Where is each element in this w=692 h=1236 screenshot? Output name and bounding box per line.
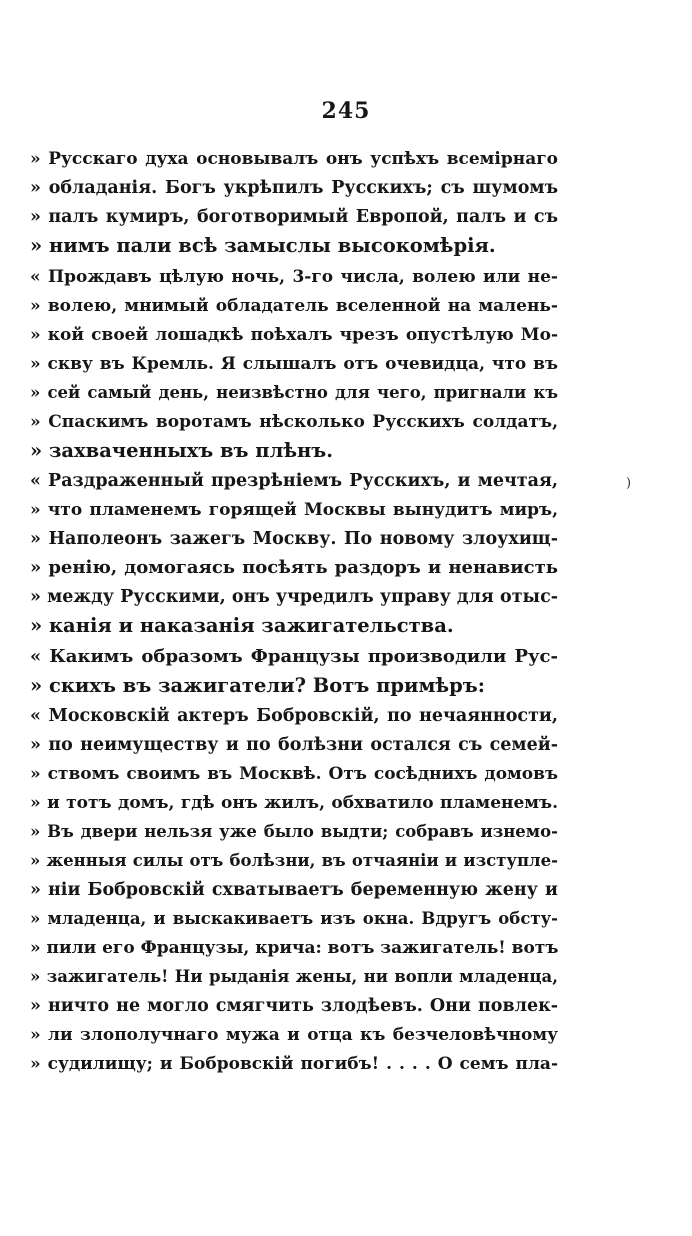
- text-line: » палъ кумиръ, боготворимый Европой, палъ и съ: [30, 207, 558, 227]
- text-line: » скву въ Кремль. Я слышалъ отъ очевидца, что въ: [30, 354, 558, 374]
- text-line: » Спаскимъ воротамъ нѣсколько Русскихъ солдатъ,: [30, 412, 558, 432]
- text-line: » Въ двери нельзя уже было выдти; собравъ изнемо-: [30, 822, 558, 841]
- text-line: » младенца, и выскакиваетъ изъ окна. Вдругъ обсту-: [30, 909, 558, 928]
- text-line: » ничто не могло смягчить злодѣевъ. Они повлек-: [30, 996, 558, 1016]
- text-line: » что пламенемъ горящей Москвы вынудитъ миръ,: [30, 500, 558, 520]
- text-line: » канія и наказанія зажигательства.: [30, 614, 454, 637]
- text-line: » скихъ въ зажигатели? Вотъ примѣръ:: [30, 674, 485, 697]
- text-line: » и тотъ домъ, гдѣ онъ жилъ, обхватило пламенемъ.: [30, 793, 558, 813]
- text-line: » судилищу; и Бобровскій погибъ! . . . . О семъ пла-: [30, 1054, 558, 1074]
- text-line: » пили его Французы, крича: вотъ зажигатель! вотъ: [30, 938, 559, 958]
- text-line: » между Русскими, онъ учредилъ управу для отыс-: [30, 587, 558, 607]
- text-line: « Раздраженный презрѣніемъ Русскихъ, и мечтая,: [30, 471, 558, 491]
- margin-mark: ): [626, 476, 632, 491]
- text-line: » обладанія. Богъ укрѣпилъ Русскихъ; съ шумомъ: [30, 178, 558, 198]
- text-line: » зажигатель! Ни рыданія жены, ни вопли младенца,: [30, 967, 558, 986]
- text-line: « Прождавъ цѣлую ночь, 3-го числа, волею или не-: [30, 267, 558, 287]
- text-line: » волею, мнимый обладатель вселенной на малень-: [30, 296, 558, 316]
- text-line: » женныя силы отъ болѣзни, въ отчаяніи и изступле-: [30, 851, 558, 870]
- text-line: » ли злополучнаго мужа и отца къ безчеловѣчному: [30, 1025, 558, 1045]
- text-line: » по неимуществу и по болѣзни остался съ семей-: [30, 735, 558, 755]
- text-line: » ренію, домогаясь посѣять раздоръ и ненависть: [30, 557, 558, 578]
- text-line: « Какимъ образомъ Французы производили Рус-: [30, 646, 558, 667]
- text-line: » захваченныхъ въ плѣнъ.: [30, 439, 334, 462]
- text-line: » кой своей лошадкѣ поѣхалъ чрезъ опустѣлую Мо-: [30, 325, 558, 345]
- text-line: » ствомъ своимъ въ Москвѣ. Отъ сосѣднихъ домовъ: [30, 764, 558, 784]
- text-line: » сей самый день, неизвѣстно для чего, пригнали къ: [30, 383, 558, 402]
- text-line: » нимъ пали всѣ замыслы высокомѣрія.: [30, 234, 496, 257]
- text-line: « Московскій актеръ Бобровскій, по нечаянности,: [30, 706, 558, 726]
- text-line: » Наполеонъ зажегъ Москву. По новому злоухищ-: [30, 529, 558, 549]
- text-line: » ніи Бобровскій схватываетъ беременную жену и: [30, 880, 558, 900]
- text-line: » Русскаго духа основывалъ онъ успѣхъ всемірнаго: [30, 149, 558, 169]
- page-number: 245: [321, 98, 371, 124]
